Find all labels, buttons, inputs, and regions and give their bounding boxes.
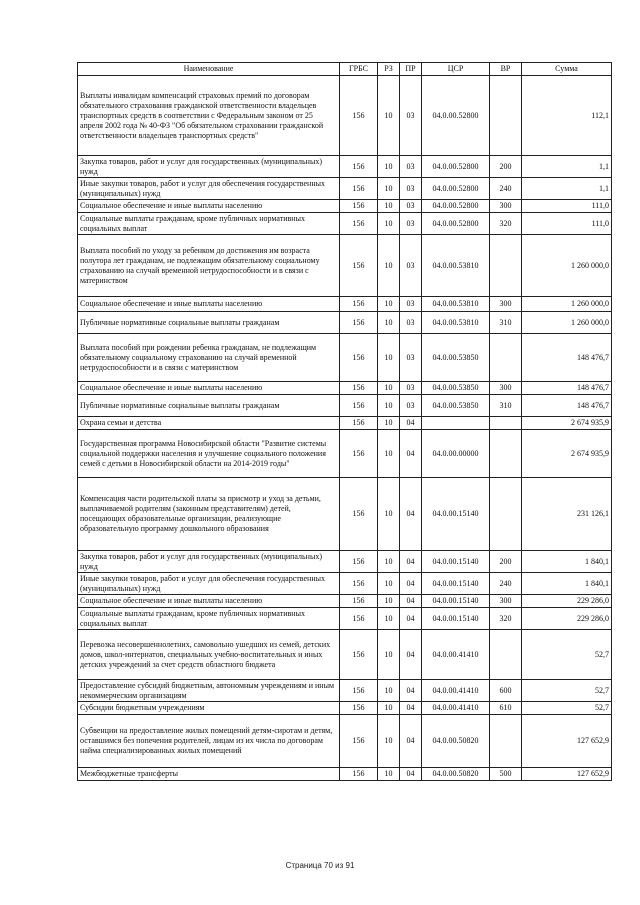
table-row — [78, 213, 612, 235]
cell-sum: 127 652,9 — [522, 715, 612, 768]
cell-vr: 300 — [490, 297, 522, 312]
cell-rz: 10 — [378, 156, 400, 178]
cell-vr — [490, 235, 522, 297]
cell-pr: 03 — [400, 382, 422, 395]
cell-grbs: 156 — [340, 178, 378, 200]
cell-name: Социальное обеспечение и иные выплаты населению — [78, 200, 340, 213]
cell-sum: 112,1 — [522, 76, 612, 156]
cell-pr: 04 — [400, 551, 422, 573]
table-row — [78, 573, 612, 595]
cell-sum: 1 840,1 — [522, 573, 612, 595]
cell-name: Компенсация части родительской платы за присмотр и уход за детьми, выплачиваемой родителям (законным представителям) детей, посещающих образовательные организации, реализующие образовательную программу дошкольного образования — [78, 478, 340, 551]
cell-name: Закупка товаров, работ и услуг для государственных (муниципальных) нужд — [78, 551, 340, 573]
cell-rz: 10 — [378, 76, 400, 156]
cell-grbs: 156 — [340, 156, 378, 178]
cell-vr: 200 — [490, 156, 522, 178]
cell-pr: 03 — [400, 200, 422, 213]
cell-vr — [490, 334, 522, 382]
cell-grbs: 156 — [340, 297, 378, 312]
table-row — [78, 334, 612, 382]
cell-pr: 04 — [400, 417, 422, 430]
cell-name: Иные закупки товаров, работ и услуг для обеспечения государственных (муниципальных) нужд — [78, 178, 340, 200]
cell-name: Охрана семьи и детства — [78, 417, 340, 430]
cell-name: Иные закупки товаров, работ и услуг для обеспечения государственных (муниципальных) нужд — [78, 573, 340, 595]
cell-sum: 148 476,7 — [522, 334, 612, 382]
cell-grbs: 156 — [340, 312, 378, 334]
cell-csr: 04.0.00.52800 — [422, 156, 490, 178]
page-number: Страница 70 из 91 — [285, 861, 355, 870]
table-row — [78, 156, 612, 178]
cell-rz: 10 — [378, 417, 400, 430]
cell-csr: 04.0.00.52800 — [422, 213, 490, 235]
cell-rz: 10 — [378, 680, 400, 702]
cell-grbs: 156 — [340, 680, 378, 702]
header-pr: ПР — [400, 63, 422, 76]
cell-grbs: 156 — [340, 702, 378, 715]
budget-table — [77, 62, 612, 781]
cell-sum: 1 260 000,0 — [522, 235, 612, 297]
cell-sum: 148 476,7 — [522, 395, 612, 417]
cell-pr: 03 — [400, 213, 422, 235]
cell-pr: 04 — [400, 573, 422, 595]
cell-vr: 300 — [490, 595, 522, 608]
cell-sum: 1,1 — [522, 178, 612, 200]
cell-csr: 04.0.00.15140 — [422, 595, 490, 608]
cell-rz: 10 — [378, 573, 400, 595]
cell-csr: 04.0.00.53810 — [422, 312, 490, 334]
cell-pr: 03 — [400, 297, 422, 312]
cell-csr: 04.0.00.15140 — [422, 608, 490, 630]
table-row — [78, 200, 612, 213]
cell-vr: 600 — [490, 680, 522, 702]
cell-rz: 10 — [378, 312, 400, 334]
cell-csr: 04.0.00.00000 — [422, 430, 490, 478]
table-row — [78, 768, 612, 781]
cell-pr: 03 — [400, 312, 422, 334]
cell-csr — [422, 417, 490, 430]
cell-csr: 04.0.00.15140 — [422, 573, 490, 595]
cell-rz: 10 — [378, 430, 400, 478]
cell-rz: 10 — [378, 608, 400, 630]
cell-sum: 52,7 — [522, 702, 612, 715]
header-rz: РЗ — [378, 63, 400, 76]
cell-pr: 04 — [400, 768, 422, 781]
cell-pr: 04 — [400, 430, 422, 478]
cell-grbs: 156 — [340, 573, 378, 595]
cell-csr: 04.0.00.41410 — [422, 630, 490, 680]
cell-vr: 500 — [490, 768, 522, 781]
cell-vr: 320 — [490, 213, 522, 235]
cell-sum: 1 260 000,0 — [522, 312, 612, 334]
table-row — [78, 551, 612, 573]
table-row — [78, 630, 612, 680]
table-row — [78, 235, 612, 297]
cell-vr: 310 — [490, 395, 522, 417]
table-row — [78, 76, 612, 156]
table-row — [78, 680, 612, 702]
cell-name: Выплата пособий по уходу за ребенком до достижения им возраста полутора лет гражданам, не подлежащим обязательному социальному страхованию на случай временной нетрудоспособности и в связи с материнством — [78, 235, 340, 297]
header-name: Наименование — [78, 63, 340, 76]
cell-rz: 10 — [378, 478, 400, 551]
cell-name: Предоставление субсидий бюджетным, автономным учреждениям и иным некоммерческим организациям — [78, 680, 340, 702]
cell-vr: 240 — [490, 178, 522, 200]
cell-pr: 03 — [400, 235, 422, 297]
cell-rz: 10 — [378, 395, 400, 417]
cell-name: Субвенции на предоставление жилых помещений детям-сиротам и детям, оставшимся без попечения родителей, лицам из их числа по договорам найма специализированных жилых помещений — [78, 715, 340, 768]
cell-pr: 03 — [400, 395, 422, 417]
cell-name: Перевозка несовершеннолетних, самовольно ушедших из семей, детских домов, школ-интернатов, специальных учебно-воспитательных и иных детских учреждений за счет средств областного бюджета — [78, 630, 340, 680]
cell-pr: 03 — [400, 156, 422, 178]
cell-grbs: 156 — [340, 334, 378, 382]
cell-sum: 111,0 — [522, 200, 612, 213]
cell-grbs: 156 — [340, 768, 378, 781]
cell-csr: 04.0.00.41410 — [422, 680, 490, 702]
cell-name: Публичные нормативные социальные выплаты гражданам — [78, 395, 340, 417]
cell-pr: 04 — [400, 630, 422, 680]
cell-csr: 04.0.00.52800 — [422, 200, 490, 213]
cell-rz: 10 — [378, 235, 400, 297]
cell-grbs: 156 — [340, 200, 378, 213]
table-row — [78, 715, 612, 768]
cell-grbs: 156 — [340, 417, 378, 430]
cell-pr: 04 — [400, 715, 422, 768]
cell-sum: 231 126,1 — [522, 478, 612, 551]
cell-sum: 148 476,7 — [522, 382, 612, 395]
cell-vr — [490, 715, 522, 768]
cell-name: Межбюджетные трансферты — [78, 768, 340, 781]
cell-vr: 240 — [490, 573, 522, 595]
cell-grbs: 156 — [340, 430, 378, 478]
cell-name: Социальные выплаты гражданам, кроме публичных нормативных социальных выплат — [78, 213, 340, 235]
table-row — [78, 702, 612, 715]
table-header-row — [78, 63, 612, 76]
cell-rz: 10 — [378, 382, 400, 395]
cell-sum: 1 840,1 — [522, 551, 612, 573]
cell-csr: 04.0.00.52800 — [422, 76, 490, 156]
cell-sum: 1,1 — [522, 156, 612, 178]
cell-vr: 300 — [490, 382, 522, 395]
cell-rz: 10 — [378, 213, 400, 235]
cell-rz: 10 — [378, 715, 400, 768]
cell-name: Социальные выплаты гражданам, кроме публичных нормативных социальных выплат — [78, 608, 340, 630]
cell-rz: 10 — [378, 334, 400, 382]
header-vr: ВР — [490, 63, 522, 76]
table-row — [78, 608, 612, 630]
cell-sum: 127 652,9 — [522, 768, 612, 781]
cell-csr: 04.0.00.52800 — [422, 178, 490, 200]
cell-vr: 610 — [490, 702, 522, 715]
cell-csr: 04.0.00.53850 — [422, 382, 490, 395]
cell-csr: 04.0.00.41410 — [422, 702, 490, 715]
cell-grbs: 156 — [340, 478, 378, 551]
table-row — [78, 312, 612, 334]
cell-name: Социальное обеспечение и иные выплаты населению — [78, 382, 340, 395]
cell-grbs: 156 — [340, 608, 378, 630]
cell-vr: 310 — [490, 312, 522, 334]
cell-csr: 04.0.00.15140 — [422, 478, 490, 551]
table-row — [78, 478, 612, 551]
table-row — [78, 595, 612, 608]
cell-name: Закупка товаров, работ и услуг для государственных (муниципальных) нужд — [78, 156, 340, 178]
cell-sum: 229 286,0 — [522, 608, 612, 630]
cell-grbs: 156 — [340, 382, 378, 395]
cell-rz: 10 — [378, 702, 400, 715]
cell-grbs: 156 — [340, 551, 378, 573]
cell-vr — [490, 430, 522, 478]
cell-grbs: 156 — [340, 630, 378, 680]
cell-sum: 111,0 — [522, 213, 612, 235]
header-grbs: ГРБС — [340, 63, 378, 76]
header-sum: Сумма — [522, 63, 612, 76]
table-row — [78, 178, 612, 200]
cell-sum: 52,7 — [522, 630, 612, 680]
cell-pr: 04 — [400, 702, 422, 715]
cell-sum: 2 674 935,9 — [522, 430, 612, 478]
table-row — [78, 395, 612, 417]
cell-grbs: 156 — [340, 395, 378, 417]
cell-csr: 04.0.00.53850 — [422, 395, 490, 417]
cell-rz: 10 — [378, 178, 400, 200]
cell-pr: 03 — [400, 76, 422, 156]
cell-pr: 04 — [400, 595, 422, 608]
cell-rz: 10 — [378, 297, 400, 312]
cell-rz: 10 — [378, 551, 400, 573]
cell-pr: 03 — [400, 334, 422, 382]
cell-name: Субсидии бюджетным учреждениям — [78, 702, 340, 715]
cell-vr: 200 — [490, 551, 522, 573]
cell-csr: 04.0.00.50820 — [422, 715, 490, 768]
cell-grbs: 156 — [340, 213, 378, 235]
cell-grbs: 156 — [340, 76, 378, 156]
cell-rz: 10 — [378, 595, 400, 608]
cell-sum: 229 286,0 — [522, 595, 612, 608]
cell-pr: 04 — [400, 680, 422, 702]
cell-sum: 1 260 000,0 — [522, 297, 612, 312]
cell-csr: 04.0.00.50820 — [422, 768, 490, 781]
table-row — [78, 430, 612, 478]
cell-vr: 300 — [490, 200, 522, 213]
cell-rz: 10 — [378, 768, 400, 781]
cell-name: Выплата пособий при рождении ребенка гражданам, не подлежащим обязательному социальному страхованию на случай временной нетрудоспособности и в связи с материнством — [78, 334, 340, 382]
cell-vr — [490, 630, 522, 680]
cell-sum: 52,7 — [522, 680, 612, 702]
table-row — [78, 382, 612, 395]
cell-name: Социальное обеспечение и иные выплаты населению — [78, 297, 340, 312]
cell-grbs: 156 — [340, 595, 378, 608]
table-row — [78, 417, 612, 430]
cell-name: Государственная программа Новосибирской области "Развитие системы социальной поддержки населения и улучшение социального положения семей с детьми в Новосибирской области на 2014-2019 годы" — [78, 430, 340, 478]
cell-name: Выплаты инвалидам компенсаций страховых премий по договорам обязательного страхования гражданской ответственности владельцев транспортных средств в соответствии с Федеральным законом от 25 апреля 2002 года № 40-ФЗ "Об обязательном страховании гражданской ответственности владельцев транспортных средств" — [78, 76, 340, 156]
cell-rz: 10 — [378, 630, 400, 680]
cell-sum: 2 674 935,9 — [522, 417, 612, 430]
cell-vr — [490, 478, 522, 551]
header-csr: ЦСР — [422, 63, 490, 76]
cell-rz: 10 — [378, 200, 400, 213]
cell-csr: 04.0.00.53810 — [422, 235, 490, 297]
cell-csr: 04.0.00.15140 — [422, 551, 490, 573]
cell-grbs: 156 — [340, 715, 378, 768]
cell-csr: 04.0.00.53850 — [422, 334, 490, 382]
cell-grbs: 156 — [340, 235, 378, 297]
table-row — [78, 297, 612, 312]
cell-vr — [490, 417, 522, 430]
cell-name: Публичные нормативные социальные выплаты гражданам — [78, 312, 340, 334]
cell-pr: 03 — [400, 178, 422, 200]
cell-pr: 04 — [400, 608, 422, 630]
cell-vr: 320 — [490, 608, 522, 630]
cell-csr: 04.0.00.53810 — [422, 297, 490, 312]
cell-name: Социальное обеспечение и иные выплаты населению — [78, 595, 340, 608]
cell-vr — [490, 76, 522, 156]
cell-pr: 04 — [400, 478, 422, 551]
